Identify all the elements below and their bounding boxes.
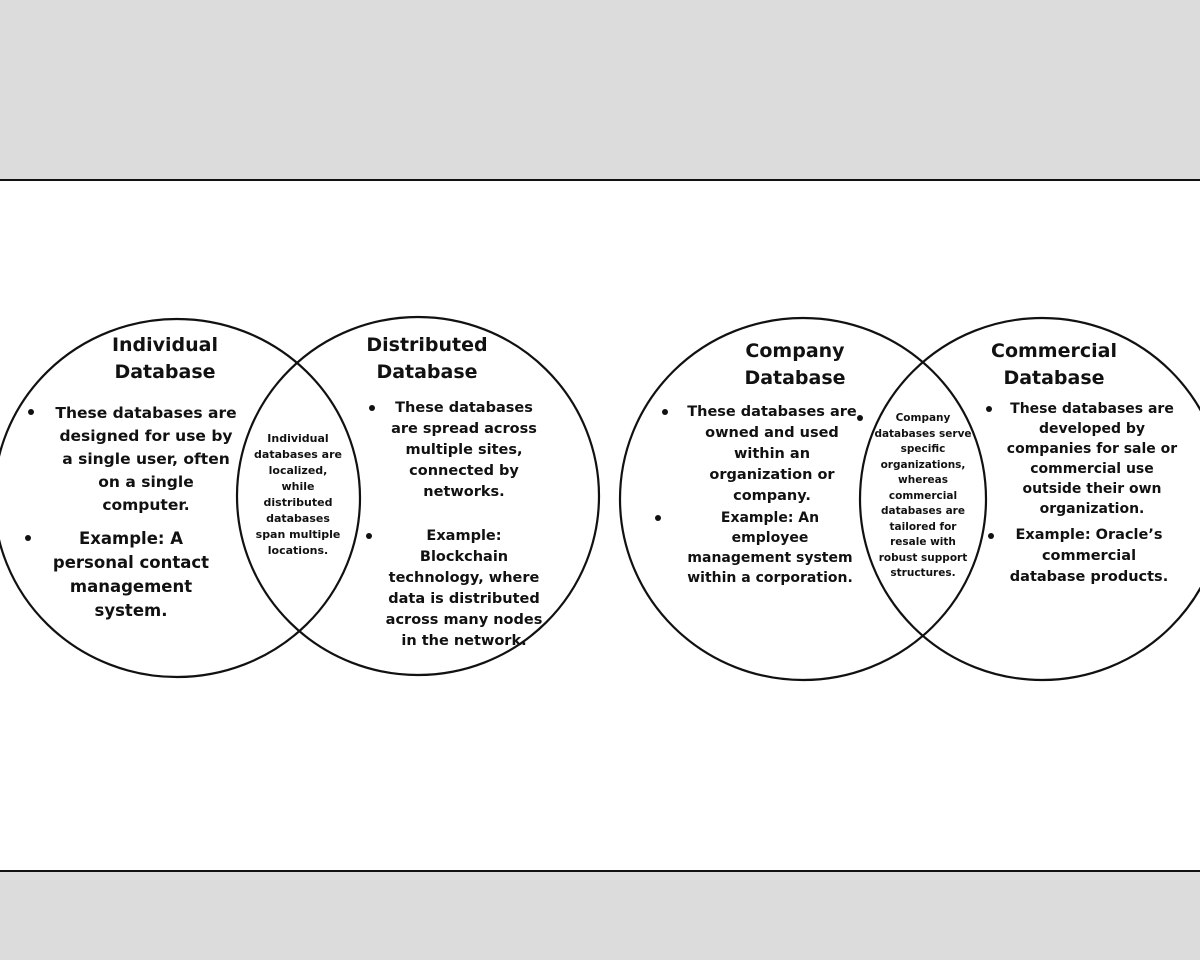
- right-overlap-text: Company databases serve specific organizations, whereas commercial databases are tailored for resale with robust support structures.: [874, 412, 972, 579]
- individual-description: These databases are designed for use by a single user, often on a single computer.: [55, 404, 237, 514]
- individual-example: Example: A personal contact management system.: [52, 529, 210, 620]
- company-description: These databases are owned and used within an organization or company.: [687, 404, 857, 504]
- bullet: [369, 405, 375, 411]
- bullet: [986, 406, 992, 412]
- bullet: [662, 409, 668, 415]
- distributed-description: These databases are spread across multiple sites, connected by networks.: [391, 400, 537, 500]
- bullet: [988, 533, 994, 539]
- bullet: [857, 415, 863, 421]
- individual-database-title: Individual Database: [111, 334, 219, 383]
- bullet: [28, 409, 34, 415]
- commercial-database-title: Commercial Database: [991, 340, 1117, 389]
- bullet: [655, 515, 661, 521]
- left-overlap-text: Individual databases are localized, while distributed databases span multiple locations.: [254, 432, 342, 557]
- company-example: Example: An employee management system within a corporation.: [687, 510, 853, 586]
- company-database-title: Company Database: [744, 340, 846, 389]
- bullet: [366, 533, 372, 539]
- distributed-example: Example: Blockchain technology, where data is distributed across many nodes in the network.: [385, 528, 543, 649]
- distributed-database-title: Distributed Database: [366, 334, 488, 383]
- bullet: [25, 535, 31, 541]
- commercial-description: These databases are developed by companies for sale or commercial use outside their own organization.: [1006, 401, 1178, 517]
- commercial-example: Example: Oracle’s commercial database products.: [1009, 527, 1169, 585]
- diagram-canvas: [0, 179, 1200, 872]
